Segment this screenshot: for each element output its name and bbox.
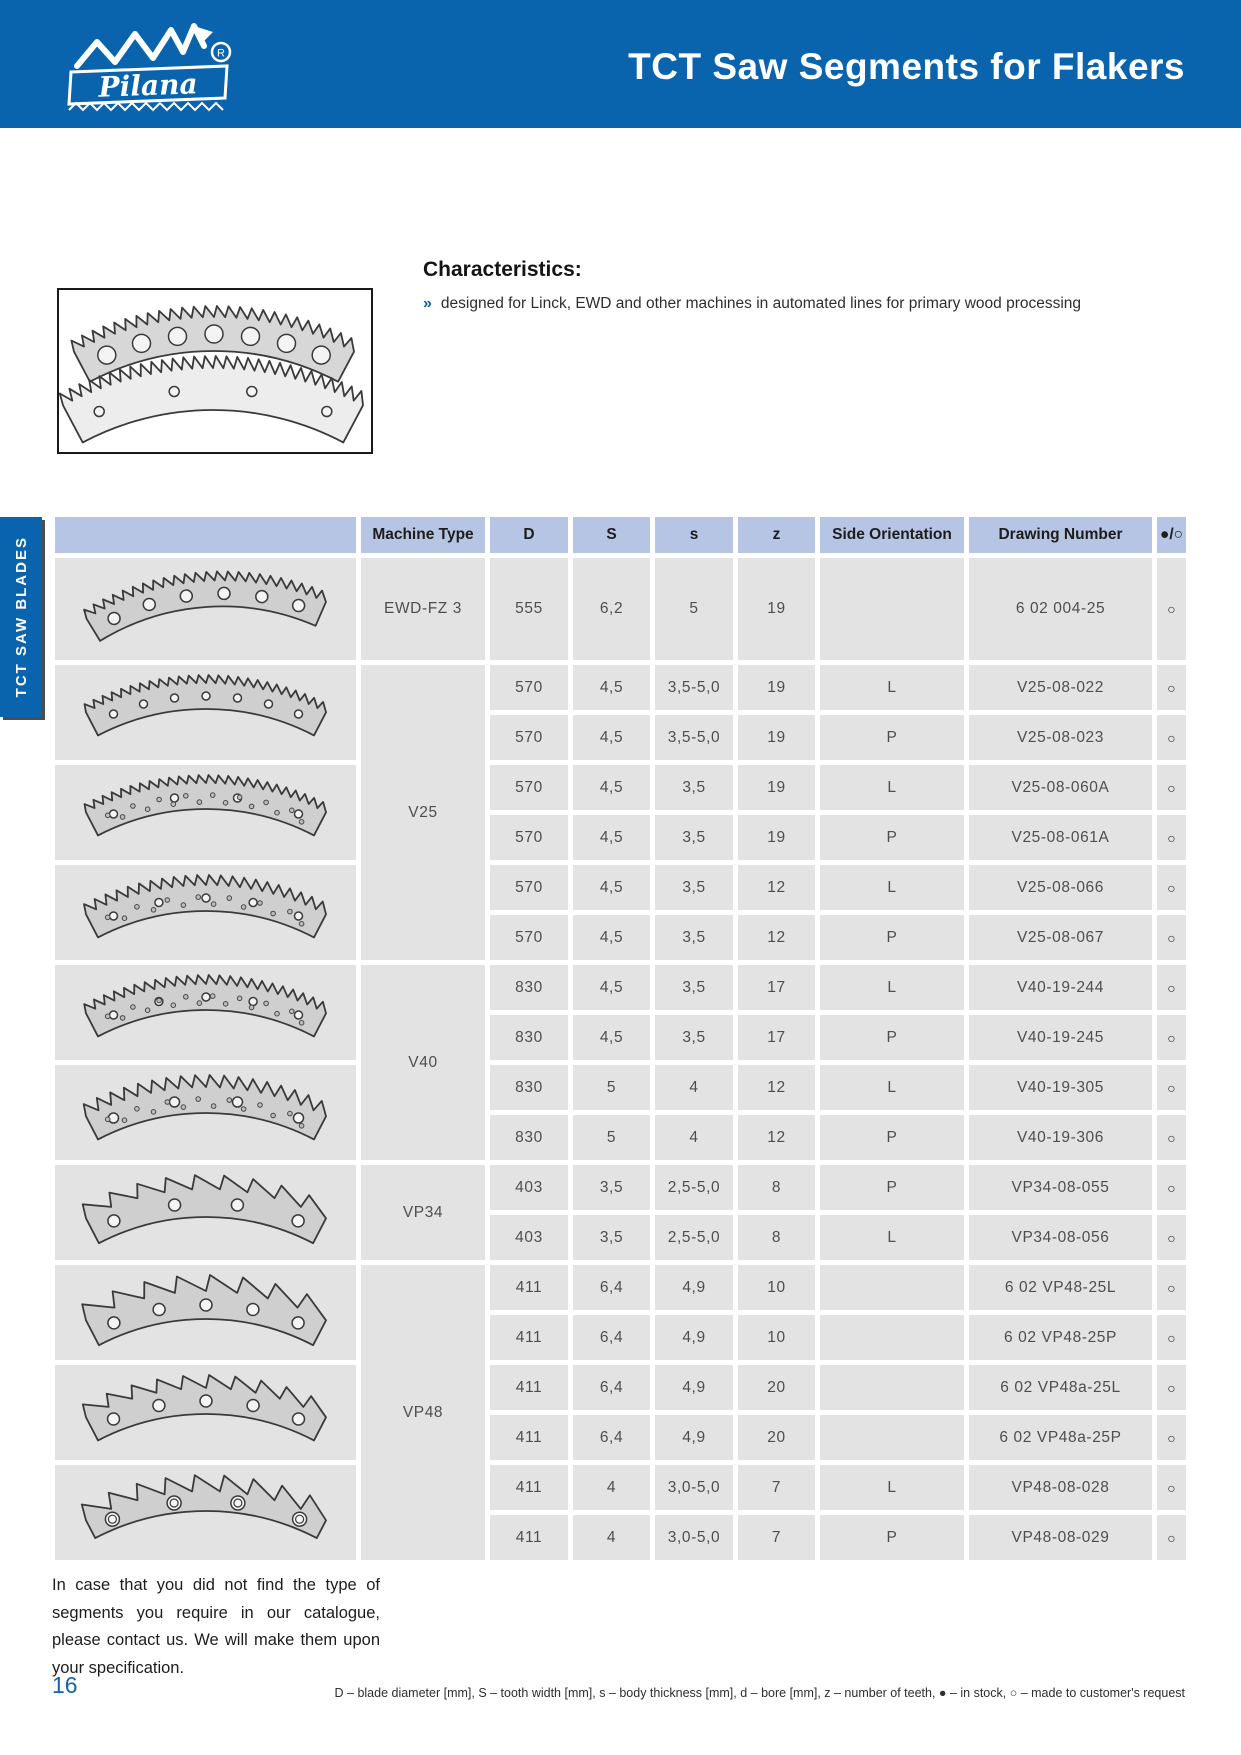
cell-d: 411: [490, 1265, 568, 1310]
cell-d: 570: [490, 765, 568, 810]
stock-header: ●/○: [1157, 517, 1186, 553]
cell-S: 4: [573, 1465, 650, 1510]
cell-side: P: [820, 1515, 964, 1560]
cell-S: 6,4: [573, 1415, 650, 1460]
product-photo: [57, 288, 373, 454]
saw-segment-illustration: [76, 1067, 336, 1153]
cell-stock: ○: [1157, 1365, 1186, 1410]
cell-S: 5: [573, 1065, 650, 1110]
cell-S: 6,4: [573, 1315, 650, 1360]
cell-d: 830: [490, 1015, 568, 1060]
cell-stock: ○: [1157, 965, 1186, 1010]
custom-order-note: In case that you did not find the type of segments you require in our catalogue, please contact us. We will make them upon your specification.: [52, 1576, 380, 1678]
S-header: S: [573, 517, 650, 553]
table-row: [55, 1365, 1186, 1410]
machine-type-cell: V40: [361, 965, 485, 1160]
cell-S: 3,5: [573, 1215, 650, 1260]
table-row: [55, 1465, 1186, 1510]
cell-side: [820, 1265, 964, 1310]
cell-S: 4,5: [573, 765, 650, 810]
cell-stock: ○: [1157, 1415, 1186, 1460]
sidebar-tab-label: TCT SAW BLADES: [12, 536, 30, 698]
cell-d: 570: [490, 915, 568, 960]
cell-d: 830: [490, 965, 568, 1010]
segments-table-wrap: [50, 512, 1191, 1565]
saw-segment-illustration: [76, 967, 336, 1053]
table-row: [55, 1165, 1186, 1210]
cell-d: 403: [490, 1165, 568, 1210]
table-header-row: [55, 517, 1186, 553]
cell-d: 411: [490, 1365, 568, 1410]
cell-side: L: [820, 1065, 964, 1110]
segment-image-cell: [55, 765, 356, 860]
characteristics-section: [423, 258, 1093, 317]
saw-segment-illustration: [76, 1367, 336, 1453]
cell-side: P: [820, 715, 964, 760]
cell-stock: ○: [1157, 715, 1186, 760]
cell-d: 411: [490, 1465, 568, 1510]
table-row: [55, 1265, 1186, 1310]
cell-z: 10: [738, 1315, 815, 1360]
segment-image-cell: [55, 558, 356, 660]
cell-drawing: 6 02 VP48-25P: [969, 1315, 1152, 1360]
pilana-logo-icon: [63, 14, 241, 116]
table-row: [55, 1065, 1186, 1110]
image-column-header: [55, 517, 356, 553]
cell-d: 403: [490, 1215, 568, 1260]
cell-S: 4,5: [573, 965, 650, 1010]
cell-drawing: VP34-08-056: [969, 1215, 1152, 1260]
cell-s: 3,0-5,0: [655, 1465, 733, 1510]
cell-s: 4,9: [655, 1415, 733, 1460]
cell-z: 12: [738, 1065, 815, 1110]
cell-drawing: V40-19-244: [969, 965, 1152, 1010]
cell-s: 3,5: [655, 1015, 733, 1060]
table-row: [55, 865, 1186, 910]
machine-type-cell: V25: [361, 665, 485, 960]
cell-z: 7: [738, 1515, 815, 1560]
cell-z: 19: [738, 558, 815, 660]
cell-S: 4: [573, 1515, 650, 1560]
cell-S: 3,5: [573, 1165, 650, 1210]
cell-s: 3,0-5,0: [655, 1515, 733, 1560]
cell-stock: ○: [1157, 1215, 1186, 1260]
saw-segment-illustration: [76, 767, 336, 853]
saw-segment-illustration: [73, 555, 338, 659]
cell-stock: ○: [1157, 815, 1186, 860]
cell-z: 8: [738, 1215, 815, 1260]
cell-s: 4,9: [655, 1365, 733, 1410]
page-title: TCT Saw Segments for Flakers: [628, 46, 1185, 87]
cell-s: 3,5: [655, 815, 733, 860]
segment-image-cell: [55, 1065, 356, 1160]
cell-stock: ○: [1157, 1115, 1186, 1160]
cell-d: 830: [490, 1115, 568, 1160]
cell-drawing: VP48-08-028: [969, 1465, 1152, 1510]
cell-stock: ○: [1157, 1165, 1186, 1210]
cell-S: 4,5: [573, 865, 650, 910]
characteristics-item: [423, 292, 1093, 317]
cell-z: 19: [738, 665, 815, 710]
cell-side: L: [820, 1465, 964, 1510]
cell-S: 4,5: [573, 1015, 650, 1060]
cell-s: 3,5-5,0: [655, 715, 733, 760]
cell-d: 570: [490, 815, 568, 860]
cell-d: 570: [490, 865, 568, 910]
cell-z: 7: [738, 1465, 815, 1510]
cell-s: 4: [655, 1115, 733, 1160]
cell-S: 6,4: [573, 1365, 650, 1410]
segments-table: [50, 512, 1191, 1565]
legend: D – blade diameter [mm], S – tooth width [mm], s – body thickness [mm], d – bore [mm], z – number of teeth, ● – in stock, ○ – made to customer's request: [334, 1686, 1185, 1700]
segment-image-cell: [55, 1165, 356, 1260]
cell-side: P: [820, 1015, 964, 1060]
cell-side: [820, 1415, 964, 1460]
drawing-number-header: Drawing Number: [969, 517, 1152, 553]
cell-d: 411: [490, 1315, 568, 1360]
cell-s: 3,5: [655, 965, 733, 1010]
cell-stock: ○: [1157, 1265, 1186, 1310]
cell-d: 411: [490, 1415, 568, 1460]
cell-stock: ○: [1157, 1315, 1186, 1360]
cell-d: 830: [490, 1065, 568, 1110]
side-orientation-header: Side Orientation: [820, 517, 964, 553]
cell-stock: ○: [1157, 665, 1186, 710]
cell-side: P: [820, 915, 964, 960]
cell-drawing: 6 02 VP48a-25P: [969, 1415, 1152, 1460]
saw-segment-illustration: [76, 1267, 336, 1353]
cell-drawing: VP48-08-029: [969, 1515, 1152, 1560]
brand-name: Pilana: [98, 67, 199, 104]
cell-z: 17: [738, 965, 815, 1010]
cell-stock: ○: [1157, 915, 1186, 960]
cell-side: P: [820, 815, 964, 860]
cell-stock: ○: [1157, 865, 1186, 910]
characteristics-text: designed for Linck, EWD and other machines in automated lines for primary wood processing: [440, 295, 1082, 312]
cell-z: 12: [738, 865, 815, 910]
cell-side: L: [820, 665, 964, 710]
segment-image-cell: [55, 865, 356, 960]
cell-S: 6,4: [573, 1265, 650, 1310]
cell-stock: ○: [1157, 1015, 1186, 1060]
cell-d: 570: [490, 665, 568, 710]
cell-stock: ○: [1157, 1065, 1186, 1110]
cell-s: 4,9: [655, 1265, 733, 1310]
cell-z: 17: [738, 1015, 815, 1060]
cell-drawing: V25-08-061A: [969, 815, 1152, 860]
registered-mark: R: [217, 47, 225, 60]
saw-segment-illustration: [76, 667, 336, 753]
cell-S: 4,5: [573, 665, 650, 710]
d-header: D: [490, 517, 568, 553]
machine-type-cell: VP48: [361, 1265, 485, 1560]
cell-drawing: V25-08-060A: [969, 765, 1152, 810]
cell-s: 3,5: [655, 865, 733, 910]
table-row: [55, 558, 1186, 660]
cell-S: 4,5: [573, 915, 650, 960]
cell-side: L: [820, 865, 964, 910]
cell-z: 20: [738, 1415, 815, 1460]
cell-s: 4,9: [655, 1315, 733, 1360]
cell-z: 19: [738, 765, 815, 810]
saw-segment-illustration: [76, 1467, 336, 1553]
machine-type-cell: VP34: [361, 1165, 485, 1260]
cell-stock: ○: [1157, 1465, 1186, 1510]
saw-segment-illustration: [76, 867, 336, 953]
cell-z: 19: [738, 815, 815, 860]
cell-drawing: V40-19-245: [969, 1015, 1152, 1060]
cell-drawing: 6 02 VP48a-25L: [969, 1365, 1152, 1410]
cell-z: 12: [738, 1115, 815, 1160]
machine-type-cell: EWD-FZ 3: [361, 558, 485, 660]
cell-z: 8: [738, 1165, 815, 1210]
cell-S: 4,5: [573, 815, 650, 860]
cell-S: 4,5: [573, 715, 650, 760]
top-banner: [0, 0, 1241, 128]
cell-S: 6,2: [573, 558, 650, 660]
cell-stock: ○: [1157, 765, 1186, 810]
cell-s: 3,5: [655, 915, 733, 960]
cell-z: 20: [738, 1365, 815, 1410]
cell-drawing: 6 02 004-25: [969, 558, 1152, 660]
characteristics-heading: Characteristics:: [423, 258, 582, 281]
cell-S: 5: [573, 1115, 650, 1160]
segment-image-cell: [55, 665, 356, 760]
s-header: s: [655, 517, 733, 553]
segment-image-cell: [55, 1365, 356, 1460]
cell-drawing: V40-19-306: [969, 1115, 1152, 1160]
page-number: 16: [52, 1672, 78, 1698]
cell-side: P: [820, 1165, 964, 1210]
cell-z: 19: [738, 715, 815, 760]
saw-segment-illustration: [76, 1167, 336, 1253]
cell-z: 12: [738, 915, 815, 960]
segment-image-cell: [55, 1465, 356, 1560]
table-row: [55, 965, 1186, 1010]
table-row: [55, 765, 1186, 810]
cell-side: [820, 1365, 964, 1410]
cell-drawing: 6 02 VP48-25L: [969, 1265, 1152, 1310]
z-header: z: [738, 517, 815, 553]
cell-side: L: [820, 1215, 964, 1260]
segment-image-cell: [55, 1265, 356, 1360]
cell-d: 555: [490, 558, 568, 660]
cell-d: 411: [490, 1515, 568, 1560]
cell-s: 2,5-5,0: [655, 1215, 733, 1260]
saw-segment-photo-lower: [57, 348, 373, 454]
cell-side: [820, 1315, 964, 1360]
cell-side: L: [820, 965, 964, 1010]
machine-type-header: Machine Type: [361, 517, 485, 553]
cell-s: 2,5-5,0: [655, 1165, 733, 1210]
cell-side: [820, 558, 964, 660]
cell-s: 3,5-5,0: [655, 665, 733, 710]
cell-s: 5: [655, 558, 733, 660]
cell-drawing: VP34-08-055: [969, 1165, 1152, 1210]
cell-drawing: V25-08-022: [969, 665, 1152, 710]
table-row: [55, 665, 1186, 710]
cell-drawing: V25-08-066: [969, 865, 1152, 910]
sidebar-tab-tct-saw-blades: [0, 517, 42, 717]
bullet-marker: »: [423, 295, 432, 312]
cell-s: 4: [655, 1065, 733, 1110]
cell-side: L: [820, 765, 964, 810]
cell-stock: ○: [1157, 1515, 1186, 1560]
cell-side: P: [820, 1115, 964, 1160]
cell-z: 10: [738, 1265, 815, 1310]
cell-drawing: V25-08-067: [969, 915, 1152, 960]
cell-d: 570: [490, 715, 568, 760]
segment-image-cell: [55, 965, 356, 1060]
cell-drawing: V40-19-305: [969, 1065, 1152, 1110]
cell-stock: ○: [1157, 558, 1186, 660]
cell-s: 3,5: [655, 765, 733, 810]
cell-drawing: V25-08-023: [969, 715, 1152, 760]
